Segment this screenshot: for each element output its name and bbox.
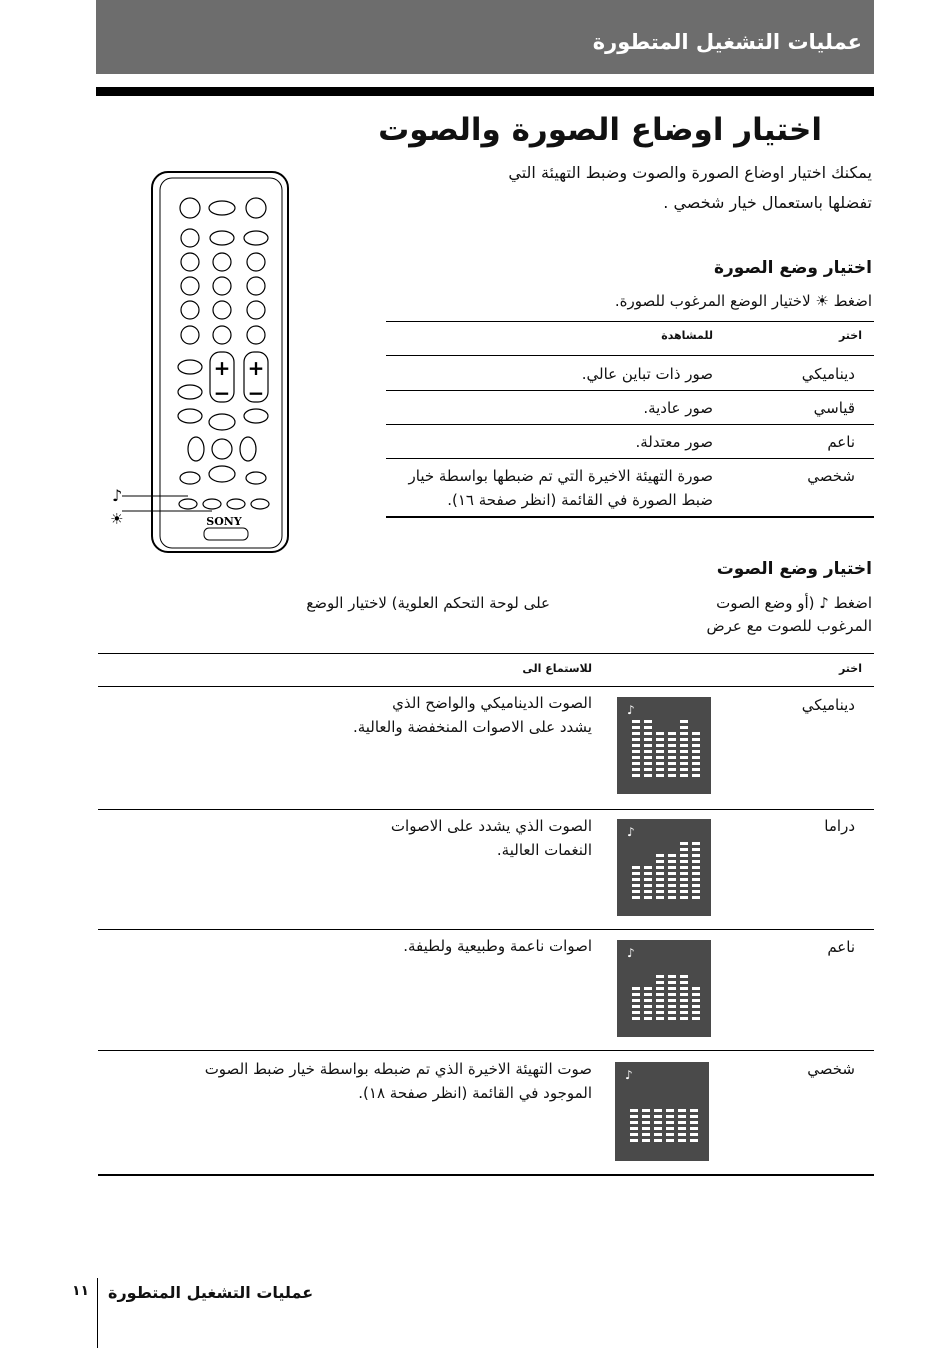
eq-bar-segment — [680, 842, 688, 845]
picture-col-select: اختر — [838, 329, 862, 342]
picture-table-rule — [386, 424, 874, 425]
eq-bar-segment — [690, 1115, 698, 1118]
eq-bar-segment — [668, 756, 676, 759]
sound-desc-dynamic-1: الصوت الديناميكي والواضح الذي — [392, 694, 592, 712]
eq-bar-segment — [630, 1139, 638, 1142]
eq-bar-segment — [656, 1017, 664, 1020]
eq-bar-segment — [642, 1121, 650, 1124]
sound-instruction-b: على لوحة التحكم العلوية) لاختيار الوضع — [306, 594, 550, 612]
eq-bar-segment — [656, 999, 664, 1002]
eq-bars — [617, 697, 711, 794]
eq-bar-segment — [642, 1127, 650, 1130]
eq-bar-segment — [666, 1133, 674, 1136]
eq-bar-segment — [692, 999, 700, 1002]
eq-bar-segment — [668, 1005, 676, 1008]
eq-bar-segment — [680, 854, 688, 857]
eq-bar-segment — [630, 1115, 638, 1118]
eq-bar-segment — [632, 1017, 640, 1020]
eq-bar-segment — [656, 981, 664, 984]
eq-bar-segment — [680, 993, 688, 996]
eq-bar-segment — [644, 999, 652, 1002]
eq-bar-segment — [644, 774, 652, 777]
sound-button-callout-icon: ♪ — [112, 486, 123, 505]
eq-bar-segment — [632, 738, 640, 741]
eq-bar-segment — [642, 1139, 650, 1142]
eq-bar-segment — [656, 993, 664, 996]
music-note-icon: ♪ — [627, 946, 635, 960]
eq-bar-segment — [680, 756, 688, 759]
eq-bar-segment — [680, 848, 688, 851]
sound-mode-soft: ناعم — [827, 938, 855, 956]
sound-desc-soft-1: اصوات ناعمة وطبيعية ولطيفة. — [403, 937, 592, 955]
picture-desc-personal: صورة التهيئة الاخيرة التي تم ضبطها بواسطة خيار — [408, 467, 713, 485]
sound-table-rule — [98, 929, 874, 930]
eq-bar-segment — [680, 1017, 688, 1020]
svg-text:+: + — [213, 356, 231, 380]
eq-bar-segment — [680, 999, 688, 1002]
footer-title: عمليات التشغيل المتطورة — [108, 1283, 314, 1302]
eq-bar-segment — [680, 878, 688, 881]
eq-bar-segment — [668, 1011, 676, 1014]
eq-bar-segment — [632, 872, 640, 875]
eq-bar-segment — [668, 866, 676, 869]
svg-text:−: − — [247, 381, 265, 405]
sound-instruction-a: اضغط ♪ (أو وضع الصوت — [716, 594, 872, 612]
eq-bar-segment — [668, 744, 676, 747]
eq-bar-segment — [632, 878, 640, 881]
eq-bar-segment — [692, 1005, 700, 1008]
sound-table-bottom-rule — [98, 1174, 874, 1176]
eq-bar-segment — [668, 884, 676, 887]
eq-bar-segment — [690, 1121, 698, 1124]
eq-bar-segment — [680, 732, 688, 735]
eq-bar-segment — [668, 975, 676, 978]
eq-bar-segment — [680, 738, 688, 741]
eq-bars — [617, 940, 711, 1037]
picture-mode-personal: شخصي — [807, 467, 855, 485]
eq-bar-segment — [692, 848, 700, 851]
eq-bar-segment — [692, 987, 700, 990]
picture-mode-dynamic: ديناميكي — [801, 365, 855, 383]
eq-bar-segment — [680, 860, 688, 863]
eq-bar-segment — [632, 756, 640, 759]
eq-bar-segment — [666, 1127, 674, 1130]
music-note-icon: ♪ — [625, 1068, 633, 1082]
eq-bar-segment — [680, 1011, 688, 1014]
eq-bar-segment — [668, 860, 676, 863]
eq-bar-segment — [692, 738, 700, 741]
eq-bar-segment — [680, 762, 688, 765]
eq-bar-segment — [656, 744, 664, 747]
sound-col-listen: للاستماع الى — [522, 662, 592, 675]
eq-bar-segment — [678, 1127, 686, 1130]
picture-instruction: اضغط ☀ لاختيار الوضع المرغوب للصورة. — [614, 292, 872, 310]
eq-bar-segment — [656, 768, 664, 771]
sound-mode-dynamic: ديناميكي — [801, 696, 855, 714]
eq-bar-segment — [680, 981, 688, 984]
eq-bar-segment — [656, 732, 664, 735]
eq-bar-segment — [680, 987, 688, 990]
eq-bar-segment — [668, 854, 676, 857]
eq-bar-segment — [644, 1011, 652, 1014]
eq-bar-segment — [668, 981, 676, 984]
eq-bar-segment — [690, 1127, 698, 1130]
eq-bar-segment — [680, 750, 688, 753]
eq-bar-segment — [644, 1017, 652, 1020]
eq-bar-segment — [632, 720, 640, 723]
eq-bar-segment — [680, 774, 688, 777]
eq-bar-segment — [680, 872, 688, 875]
eq-bars — [617, 819, 711, 916]
eq-bar-segment — [656, 774, 664, 777]
eq-bars — [615, 1062, 709, 1161]
eq-bar-segment — [654, 1139, 662, 1142]
eq-bar-segment — [680, 720, 688, 723]
eq-bar-segment — [668, 896, 676, 899]
eq-bar-segment — [690, 1139, 698, 1142]
header-title: عمليات التشغيل المتطورة — [592, 30, 862, 54]
sound-mode-drama: دراما — [824, 817, 855, 835]
eq-bar-segment — [680, 890, 688, 893]
picture-desc-personal-2: ضبط الصورة في القائمة (انظر صفحة ١٦). — [447, 491, 713, 509]
eq-bar-segment — [642, 1133, 650, 1136]
eq-bar-segment — [668, 890, 676, 893]
picture-table-rule — [386, 390, 874, 391]
eq-bar-segment — [654, 1115, 662, 1118]
eq-bar-segment — [644, 872, 652, 875]
eq-bar-segment — [644, 744, 652, 747]
eq-bar-segment — [692, 842, 700, 845]
eq-bar-segment — [668, 1017, 676, 1020]
eq-bar-segment — [632, 750, 640, 753]
eq-display-personal — [615, 1062, 709, 1161]
eq-bar-segment — [654, 1109, 662, 1112]
eq-bar-segment — [656, 884, 664, 887]
eq-bar-segment — [680, 744, 688, 747]
picture-button-callout-icon: ☀ — [110, 510, 124, 528]
picture-desc-soft: صور معتدلة. — [635, 433, 713, 451]
eq-bar-segment — [666, 1115, 674, 1118]
eq-bar-segment — [632, 774, 640, 777]
music-note-icon: ♪ — [627, 825, 635, 839]
eq-bar-segment — [656, 890, 664, 893]
picture-table-bottom-rule — [386, 516, 874, 518]
eq-bar-segment — [644, 896, 652, 899]
eq-bar-segment — [692, 884, 700, 887]
eq-bar-segment — [644, 866, 652, 869]
sound-table-rule — [98, 686, 874, 687]
eq-bar-segment — [632, 726, 640, 729]
picture-desc-dynamic: صور ذات تباين عالي. — [581, 365, 713, 383]
eq-bar-segment — [644, 762, 652, 765]
eq-bar-segment — [644, 750, 652, 753]
eq-bar-segment — [692, 756, 700, 759]
sound-section-title: اختيار وضع الصوت — [716, 559, 872, 579]
svg-text:+: + — [247, 356, 265, 380]
eq-bar-segment — [644, 720, 652, 723]
eq-bar-segment — [632, 896, 640, 899]
sound-table-rule — [98, 809, 874, 810]
eq-bar-segment — [632, 866, 640, 869]
footer-divider — [97, 1278, 98, 1348]
eq-bar-segment — [692, 750, 700, 753]
eq-bar-segment — [680, 975, 688, 978]
eq-bar-segment — [656, 866, 664, 869]
intro-line-1: يمكنك اختيار اوضاع الصورة والصوت وضبط التهيئة التي — [508, 163, 872, 182]
eq-bar-segment — [656, 896, 664, 899]
eq-bar-segment — [644, 1005, 652, 1008]
eq-bar-segment — [668, 872, 676, 875]
eq-bar-segment — [656, 975, 664, 978]
picture-col-view: للمشاهدة — [661, 329, 713, 342]
eq-bar-segment — [632, 999, 640, 1002]
sound-desc-personal-1: صوت التهيئة الاخيرة الذي تم ضبطه بواسطة خيار ضبط الصوت — [204, 1060, 592, 1078]
eq-bar-segment — [692, 860, 700, 863]
sound-table-rule — [98, 1050, 874, 1051]
eq-bar-segment — [668, 774, 676, 777]
eq-bar-segment — [666, 1109, 674, 1112]
eq-bar-segment — [680, 726, 688, 729]
music-note-icon: ♪ — [627, 703, 635, 717]
eq-bar-segment — [692, 744, 700, 747]
eq-bar-segment — [656, 878, 664, 881]
eq-bar-segment — [692, 732, 700, 735]
eq-bar-segment — [680, 884, 688, 887]
remote-brand-logo: SONY — [206, 515, 242, 528]
eq-bar-segment — [632, 744, 640, 747]
eq-bar-segment — [692, 896, 700, 899]
eq-bar-segment — [692, 1011, 700, 1014]
eq-bar-segment — [692, 878, 700, 881]
eq-bar-segment — [678, 1139, 686, 1142]
eq-bar-segment — [692, 854, 700, 857]
eq-bar-segment — [632, 987, 640, 990]
eq-bar-segment — [690, 1109, 698, 1112]
eq-bar-segment — [692, 890, 700, 893]
eq-bar-segment — [668, 732, 676, 735]
sound-instruction-c: المرغوب للصوت مع عرض — [706, 617, 872, 635]
eq-bar-segment — [692, 993, 700, 996]
eq-bar-segment — [654, 1133, 662, 1136]
eq-bar-segment — [678, 1109, 686, 1112]
eq-display-dynamic — [617, 697, 711, 794]
eq-bar-segment — [630, 1127, 638, 1130]
sound-mode-personal: شخصي — [807, 1060, 855, 1078]
eq-bar-segment — [678, 1115, 686, 1118]
eq-bar-segment — [642, 1109, 650, 1112]
sound-col-select: اختر — [838, 662, 862, 675]
eq-bar-segment — [668, 768, 676, 771]
eq-bar-segment — [680, 1005, 688, 1008]
eq-bar-segment — [656, 756, 664, 759]
eq-bar-segment — [656, 872, 664, 875]
eq-bar-segment — [692, 768, 700, 771]
eq-bar-segment — [644, 768, 652, 771]
eq-bar-segment — [630, 1121, 638, 1124]
intro-line-2: تفضلها باستعمال خيار شخصي . — [663, 193, 872, 212]
eq-bar-segment — [632, 762, 640, 765]
eq-bar-segment — [632, 768, 640, 771]
eq-bar-segment — [654, 1121, 662, 1124]
eq-bar-segment — [644, 878, 652, 881]
eq-bar-segment — [632, 1011, 640, 1014]
eq-bar-segment — [632, 732, 640, 735]
eq-bar-segment — [654, 1127, 662, 1130]
eq-bar-segment — [656, 750, 664, 753]
page-title: اختيار اوضاع الصورة والصوت — [378, 112, 822, 148]
header-rule — [96, 87, 874, 96]
eq-bar-segment — [644, 884, 652, 887]
eq-bar-segment — [678, 1133, 686, 1136]
eq-bar-segment — [690, 1133, 698, 1136]
eq-bar-segment — [632, 993, 640, 996]
sound-desc-drama-1: الصوت الذي يشدد على الاصوات — [390, 817, 592, 835]
eq-bar-segment — [630, 1109, 638, 1112]
sound-desc-drama-2: النغمات العالية. — [496, 841, 592, 859]
eq-bar-segment — [656, 854, 664, 857]
eq-bar-segment — [630, 1133, 638, 1136]
eq-bar-segment — [644, 732, 652, 735]
eq-bar-segment — [632, 890, 640, 893]
picture-section-title: اختيار وضع الصورة — [713, 258, 872, 278]
eq-bar-segment — [668, 738, 676, 741]
sound-desc-personal-2: الموجود في القائمة (انظر صفحة ١٨). — [358, 1084, 592, 1102]
eq-bar-segment — [642, 1115, 650, 1118]
eq-bar-segment — [644, 987, 652, 990]
eq-bar-segment — [656, 987, 664, 990]
picture-mode-soft: ناعم — [827, 433, 855, 451]
eq-bar-segment — [668, 993, 676, 996]
eq-bar-segment — [692, 872, 700, 875]
eq-bar-segment — [678, 1121, 686, 1124]
sound-table-top-rule — [98, 653, 874, 654]
eq-bar-segment — [668, 878, 676, 881]
eq-bar-segment — [632, 1005, 640, 1008]
eq-bar-segment — [680, 896, 688, 899]
picture-table-rule — [386, 458, 874, 459]
picture-table-rule — [386, 355, 874, 356]
remote-control-illustration — [108, 170, 293, 555]
picture-mode-standard: قياسي — [813, 399, 855, 417]
eq-bar-segment — [668, 987, 676, 990]
eq-bar-segment — [644, 756, 652, 759]
eq-bar-segment — [680, 768, 688, 771]
eq-bar-segment — [632, 884, 640, 887]
eq-bar-segment — [666, 1139, 674, 1142]
sound-desc-dynamic-2: يشدد على الاصوات المنخفضة والعالية. — [352, 718, 592, 736]
eq-bar-segment — [644, 726, 652, 729]
eq-bar-segment — [644, 993, 652, 996]
eq-bar-segment — [680, 866, 688, 869]
page-number: ١١ — [72, 1283, 90, 1299]
eq-bar-segment — [668, 762, 676, 765]
eq-bar-segment — [656, 1011, 664, 1014]
eq-bar-segment — [656, 738, 664, 741]
eq-bar-segment — [692, 774, 700, 777]
picture-table-top-rule — [386, 321, 874, 322]
eq-bar-segment — [656, 762, 664, 765]
eq-bar-segment — [668, 750, 676, 753]
eq-bar-segment — [644, 738, 652, 741]
eq-bar-segment — [666, 1121, 674, 1124]
picture-desc-standard: صور عادية. — [643, 399, 713, 417]
svg-text:−: − — [213, 381, 231, 405]
eq-display-soft — [617, 940, 711, 1037]
eq-bar-segment — [656, 1005, 664, 1008]
eq-bar-segment — [692, 866, 700, 869]
eq-bar-segment — [644, 890, 652, 893]
eq-bar-segment — [692, 762, 700, 765]
eq-bar-segment — [692, 1017, 700, 1020]
eq-bar-segment — [668, 999, 676, 1002]
eq-bar-segment — [656, 860, 664, 863]
eq-display-drama — [617, 819, 711, 916]
